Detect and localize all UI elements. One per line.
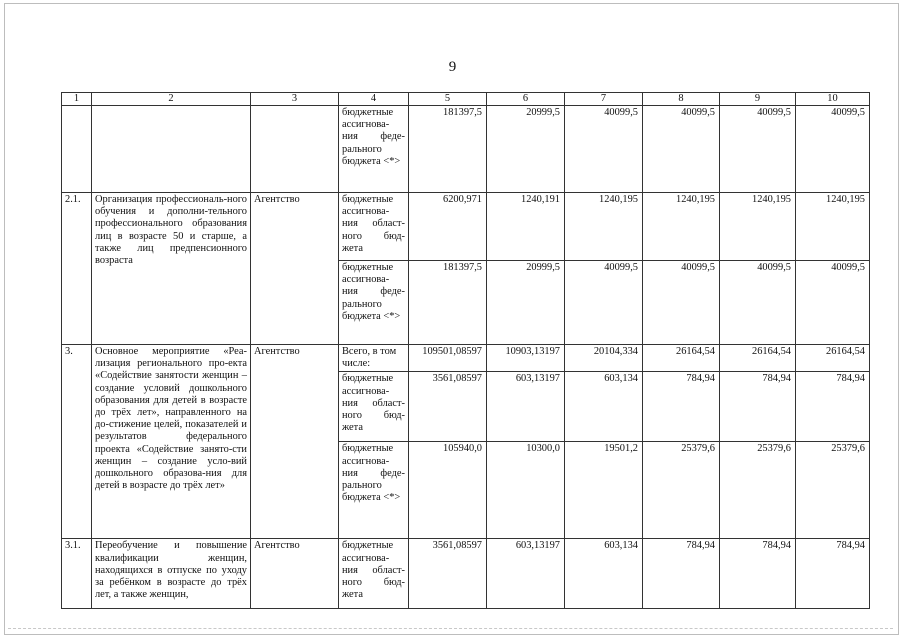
activity-name-cell — [92, 106, 251, 193]
value-cell: 784,94 — [720, 539, 796, 609]
value-cell: 10300,0 — [487, 442, 565, 539]
row-number-cell: 3. — [62, 345, 92, 539]
value-cell: 26164,54 — [720, 345, 796, 372]
value-cell: 26164,54 — [796, 345, 870, 372]
value-cell: 19501,2 — [565, 442, 643, 539]
value-cell: 26164,54 — [643, 345, 720, 372]
header-cell: 6 — [487, 93, 565, 106]
value-cell: 10903,13197 — [487, 345, 565, 372]
header-cell: 1 — [62, 93, 92, 106]
value-cell: 1240,195 — [643, 193, 720, 261]
value-cell: 109501,08597 — [409, 345, 487, 372]
value-cell: 1240,195 — [720, 193, 796, 261]
value-cell: 20999,5 — [487, 106, 565, 193]
value-cell: 181397,5 — [409, 106, 487, 193]
value-cell: 40099,5 — [643, 106, 720, 193]
row-number-cell — [62, 106, 92, 193]
value-cell: 603,13197 — [487, 539, 565, 609]
value-cell: 25379,6 — [720, 442, 796, 539]
header-cell: 5 — [409, 93, 487, 106]
value-cell: 603,134 — [565, 372, 643, 442]
value-cell: 40099,5 — [796, 261, 870, 345]
value-cell: 20104,334 — [565, 345, 643, 372]
header-cell: 4 — [339, 93, 409, 106]
funding-source-cell: бюджетные ассигнова-ния област-ного бюд-жета — [339, 539, 409, 609]
table-row — [62, 345, 870, 372]
table-row — [62, 539, 870, 609]
funding-source-cell: бюджетные ассигнова-ния област-ного бюд-жета — [339, 372, 409, 442]
value-cell: 181397,5 — [409, 261, 487, 345]
funding-source-cell: бюджетные ассигнова-ния феде-рального бюджета <*> — [339, 261, 409, 345]
value-cell: 784,94 — [796, 372, 870, 442]
table-row — [62, 193, 870, 261]
value-cell: 40099,5 — [720, 106, 796, 193]
value-cell: 40099,5 — [720, 261, 796, 345]
row-number-cell: 3.1. — [62, 539, 92, 609]
value-cell: 40099,5 — [796, 106, 870, 193]
scan-edge-line — [8, 628, 893, 631]
value-cell: 25379,6 — [796, 442, 870, 539]
value-cell: 1240,195 — [796, 193, 870, 261]
header-cell: 2 — [92, 93, 251, 106]
value-cell: 784,94 — [643, 372, 720, 442]
row-number-cell: 2.1. — [62, 193, 92, 345]
header-cell: 9 — [720, 93, 796, 106]
executor-cell — [251, 106, 339, 193]
funding-source-cell: бюджетные ассигнова-ния феде-рального бюджета <*> — [339, 442, 409, 539]
header-cell: 10 — [796, 93, 870, 106]
value-cell: 784,94 — [796, 539, 870, 609]
budget-table — [61, 92, 870, 609]
value-cell: 20999,5 — [487, 261, 565, 345]
value-cell: 1240,191 — [487, 193, 565, 261]
executor-cell: Агентство — [251, 193, 339, 345]
table-header-row — [62, 93, 870, 106]
value-cell: 3561,08597 — [409, 539, 487, 609]
header-cell: 3 — [251, 93, 339, 106]
value-cell: 6200,971 — [409, 193, 487, 261]
value-cell: 603,13197 — [487, 372, 565, 442]
value-cell: 40099,5 — [565, 106, 643, 193]
table-row — [62, 106, 870, 193]
value-cell: 3561,08597 — [409, 372, 487, 442]
activity-name-cell: Основное мероприятие «Реа-лизация регионального про-екта «Содействие занятости женщин – создание условий дошкольного образования для детей в возрасте до трёх лет», направленного на до-стижение целей, показателей и результатов федерального проекта «Содействие занято-сти женщин – создание усло-вий дошкольного образова-ния для детей в возрасте до трёх лет» — [92, 345, 251, 539]
value-cell: 105940,0 — [409, 442, 487, 539]
funding-source-cell: Всего, в том числе: — [339, 345, 409, 372]
page-number: 9 — [448, 59, 457, 75]
funding-source-cell: бюджетные ассигнова-ния феде-рального бюджета <*> — [339, 106, 409, 193]
value-cell: 1240,195 — [565, 193, 643, 261]
header-cell: 7 — [565, 93, 643, 106]
value-cell: 784,94 — [720, 372, 796, 442]
activity-name-cell: Организация профессиональ-ного обучения и дополни-тельного профессионального образования лиц в возрасте 50 и старше, а также лиц предпенсионного возраста — [92, 193, 251, 345]
executor-cell: Агентство — [251, 539, 339, 609]
value-cell: 25379,6 — [643, 442, 720, 539]
value-cell: 40099,5 — [565, 261, 643, 345]
activity-name-cell: Переобучение и повышение квалификации женщин, находящихся в отпуске по уходу за ребёнком в возрасте до трёх лет, а также женщин, — [92, 539, 251, 609]
funding-source-cell: бюджетные ассигнова-ния област-ного бюд-жета — [339, 193, 409, 261]
value-cell: 784,94 — [643, 539, 720, 609]
value-cell: 603,134 — [565, 539, 643, 609]
executor-cell: Агентство — [251, 345, 339, 539]
value-cell: 40099,5 — [643, 261, 720, 345]
header-cell: 8 — [643, 93, 720, 106]
